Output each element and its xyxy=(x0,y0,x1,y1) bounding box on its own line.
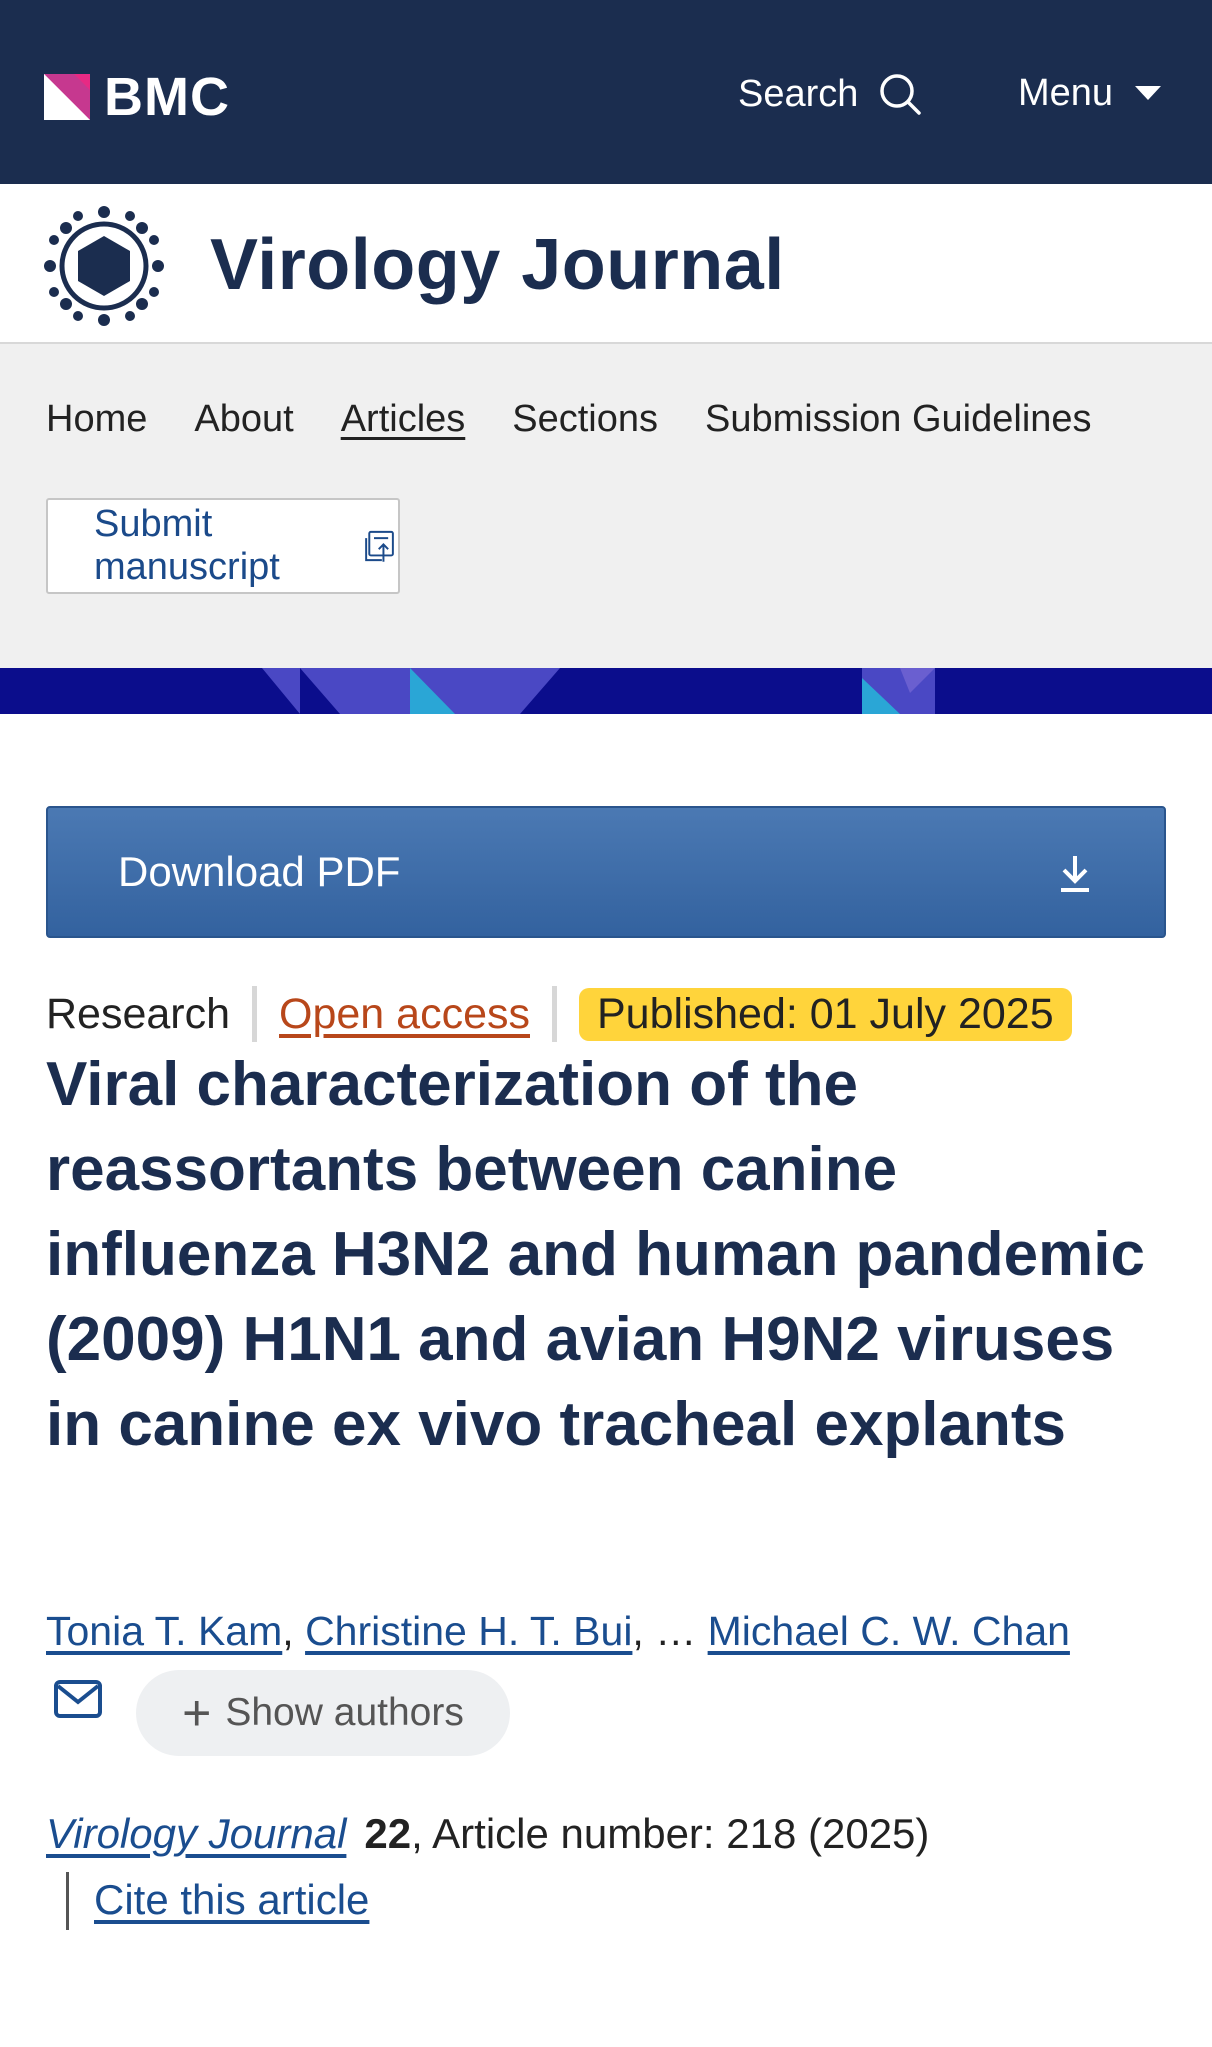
submit-upload-icon xyxy=(363,524,398,568)
author-ellipsis: … xyxy=(655,1608,697,1654)
journal-nav-panel xyxy=(0,344,1212,668)
bmc-brand-text: BMC xyxy=(104,67,230,127)
download-icon xyxy=(1058,854,1092,894)
author-separator: , xyxy=(282,1608,306,1654)
citation-volume: 22 xyxy=(364,1810,412,1857)
download-pdf-label: Download PDF xyxy=(118,848,401,895)
submit-manuscript-button[interactable] xyxy=(46,498,400,594)
banner-pattern-icon xyxy=(0,668,1212,714)
nav-item-articles[interactable]: Articles xyxy=(340,398,466,440)
journal-title[interactable]: Virology Journal xyxy=(210,225,785,305)
open-access-link[interactable]: Open access xyxy=(279,989,530,1038)
menu-button[interactable] xyxy=(1018,72,1161,115)
bmc-logo[interactable] xyxy=(44,67,230,127)
search-icon xyxy=(878,72,922,116)
nav-item-sections[interactable]: Sections xyxy=(512,398,659,440)
caret-down-icon xyxy=(1135,86,1161,102)
top-bar xyxy=(0,0,1212,184)
submit-manuscript-label: Submit manuscript xyxy=(94,503,280,588)
search-button[interactable] xyxy=(738,72,922,116)
nav-item-home[interactable]: Home xyxy=(46,398,148,440)
cite-divider xyxy=(66,1872,69,1930)
menu-label: Menu xyxy=(1018,72,1114,114)
nav-item-submission-guidelines[interactable]: Submission Guidelines xyxy=(705,398,1092,440)
citation-line xyxy=(46,1810,929,1858)
published-date: Published: 01 July 2025 xyxy=(579,988,1072,1041)
meta-divider xyxy=(252,986,257,1042)
citation-article-number: , Article number: 218 (2025) xyxy=(411,1810,930,1857)
search-label: Search xyxy=(738,72,859,115)
virus-logo-icon[interactable] xyxy=(44,206,164,326)
show-authors-button[interactable] xyxy=(136,1670,510,1756)
author-separator: , xyxy=(632,1608,656,1654)
meta-divider xyxy=(552,986,557,1042)
journal-header xyxy=(0,184,1212,344)
author-separator xyxy=(696,1608,707,1654)
download-pdf-button[interactable] xyxy=(46,806,1166,938)
article-title: Viral characterization of the reassortants between canine influenza H3N2 and human pandemic (2009) H1N1 and avian H9N2 viruses in canine ex vivo tracheal explants xyxy=(46,1050,1145,1459)
author-list xyxy=(46,1608,1070,1655)
nav-item-about[interactable]: About xyxy=(194,398,294,440)
author-link[interactable]: Tonia T. Kam xyxy=(46,1608,283,1654)
citation-journal-link[interactable]: Virology Journal xyxy=(46,1810,347,1857)
bmc-logo-mark-icon xyxy=(44,74,90,120)
cite-this-article-link[interactable]: Cite this article xyxy=(94,1876,370,1923)
decorative-banner xyxy=(0,668,1212,714)
article-type: Research xyxy=(46,989,231,1038)
article-meta xyxy=(46,986,1072,1042)
author-link[interactable]: Christine H. T. Bui xyxy=(305,1608,633,1654)
journal-nav xyxy=(46,398,1139,441)
mail-icon[interactable] xyxy=(54,1680,102,1718)
show-authors-label: Show authors xyxy=(225,1691,464,1734)
author-link[interactable]: Michael C. W. Chan xyxy=(707,1608,1070,1654)
plus-icon: + xyxy=(182,1685,212,1741)
